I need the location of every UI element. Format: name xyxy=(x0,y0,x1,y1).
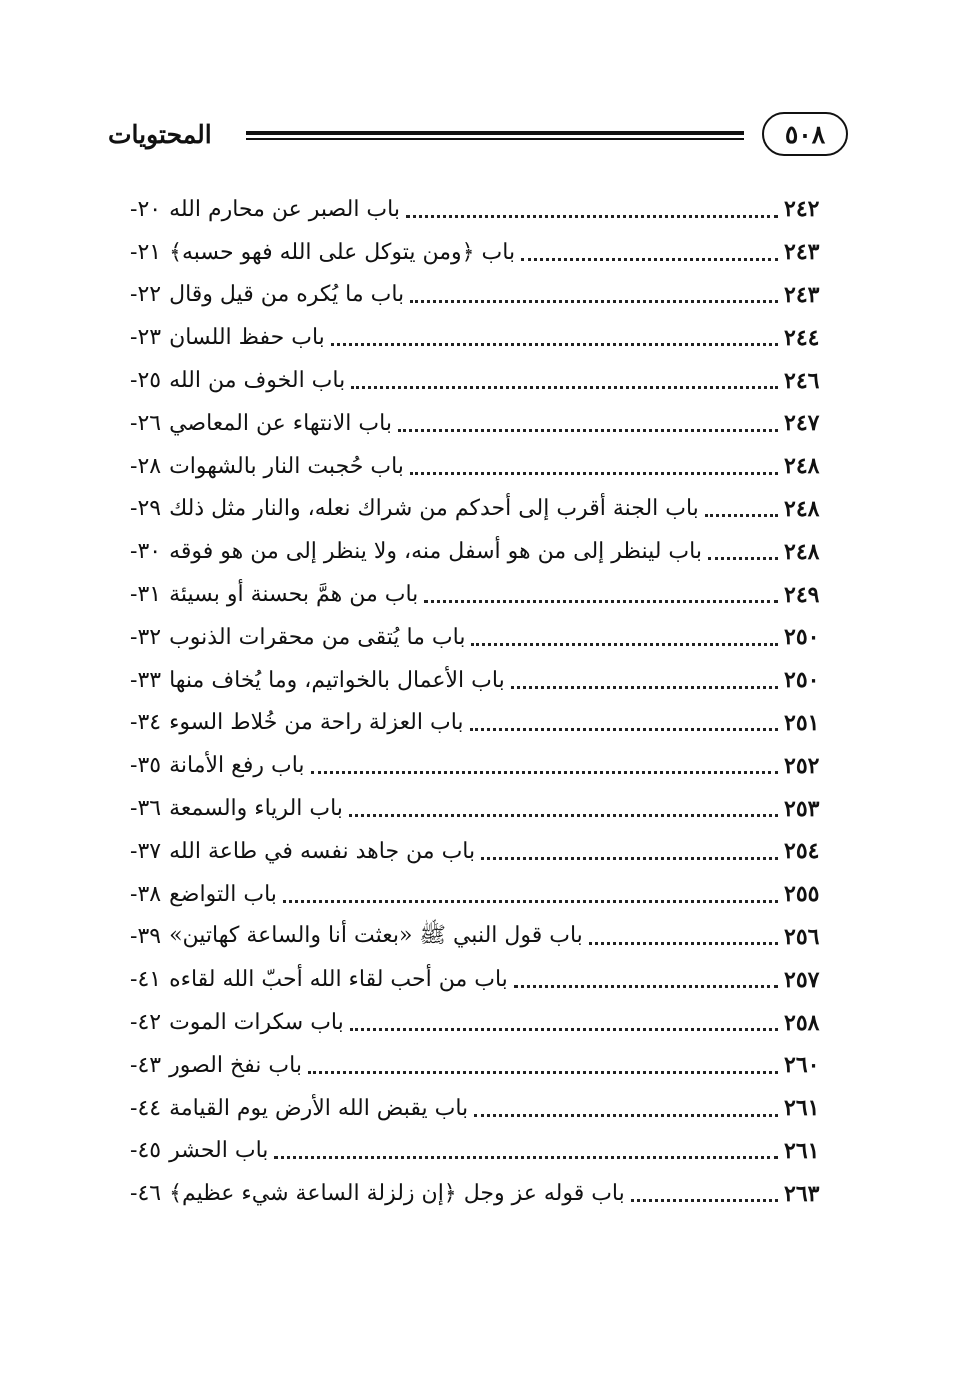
toc-entry xyxy=(120,573,842,616)
toc-entry-text xyxy=(120,325,784,350)
toc-entry-number: ٤١- xyxy=(130,967,162,993)
toc-entry xyxy=(120,744,842,787)
toc-entry-title: باب الجنة أقرب إلى أحدكم من شراك نعله، والنار مثل ذلك xyxy=(169,496,699,522)
dot-leader xyxy=(274,1150,778,1159)
toc-entry xyxy=(120,958,842,1001)
toc-entry-title: باب ما يُكره من قيل وقال xyxy=(169,282,405,308)
toc-entry-page: ٢٥٧ xyxy=(784,966,820,993)
toc-entry xyxy=(120,1172,842,1215)
header-rule-thin xyxy=(246,138,744,140)
toc-entry-text xyxy=(120,240,784,265)
dot-leader xyxy=(406,209,778,218)
toc-entry-text xyxy=(120,882,784,907)
toc-entry-page: ٢٤٧ xyxy=(784,410,820,437)
toc-entry-number: ٤٣- xyxy=(130,1052,162,1078)
dot-leader xyxy=(705,508,778,517)
toc-entry-number: ٣٧- xyxy=(130,838,162,864)
dot-leader xyxy=(308,1065,778,1074)
toc-entry-title: باب سكرات الموت xyxy=(169,1010,344,1036)
dot-leader xyxy=(283,894,778,903)
dot-leader xyxy=(410,294,778,303)
toc-entry xyxy=(120,659,842,702)
toc-entry-page: ٢٤٣ xyxy=(784,239,820,266)
toc-entry xyxy=(120,702,842,745)
toc-entry-text xyxy=(120,411,784,436)
toc-entry-number: ٣٢- xyxy=(130,624,162,650)
toc-entry-text xyxy=(120,1181,784,1206)
toc-entry-number: ٣٨- xyxy=(130,881,162,907)
toc-entry-title: باب حفظ اللسان xyxy=(169,325,325,351)
toc-entry-text xyxy=(120,282,784,307)
toc-entry-text xyxy=(120,1138,784,1163)
toc-entry-page: ٢٥٦ xyxy=(784,923,820,950)
toc-entry-text xyxy=(120,368,784,393)
toc-entry-title: باب الرياء والسمعة xyxy=(169,796,343,822)
toc-entry-page: ٢٥٢ xyxy=(784,752,820,779)
toc-entry xyxy=(120,1044,842,1087)
toc-entry xyxy=(120,402,842,445)
toc-entry-page: ٢٥٨ xyxy=(784,1009,820,1036)
toc-entry-number: ٣٦- xyxy=(130,796,162,822)
dot-leader xyxy=(708,551,778,560)
page-number: ٥٠٨ xyxy=(762,112,848,156)
toc-entry-page: ٢٥٠ xyxy=(784,624,820,651)
dot-leader xyxy=(424,594,778,603)
toc-entry-title: باب الانتهاء عن المعاصي xyxy=(169,410,392,436)
toc-entry-title: باب الأعمال بالخواتيم، وما يُخاف منها xyxy=(169,667,505,693)
toc-entry xyxy=(120,188,842,231)
toc-entry-number: ٤٦- xyxy=(130,1181,162,1207)
toc-entry-number: ٢٣- xyxy=(130,325,162,351)
toc-entry-number: ٢٥- xyxy=(130,368,162,394)
dot-leader xyxy=(631,1193,778,1202)
toc-entry-page: ٢٤٤ xyxy=(784,324,820,351)
toc-entry-text xyxy=(120,1010,784,1035)
toc-entry-text xyxy=(120,1096,784,1121)
toc-entry-title: باب العزلة راحة من خُلاط السوء xyxy=(169,710,464,736)
toc-entry-title: باب قوله عز وجل ﴿إن زلزلة الساعة شيء عظيم﴾ xyxy=(169,1181,625,1207)
dot-leader xyxy=(470,722,778,731)
toc-entry-page: ٢٤٨ xyxy=(784,453,820,480)
dot-leader xyxy=(398,423,778,432)
toc-entry xyxy=(120,231,842,274)
toc-entry-number: ٢٨- xyxy=(130,453,162,479)
toc-entry-text xyxy=(120,539,784,564)
toc-entry-text xyxy=(120,967,784,992)
toc-entry xyxy=(120,445,842,488)
toc-entry-page: ٢٦١ xyxy=(784,1137,820,1164)
dot-leader xyxy=(349,808,778,817)
dot-leader xyxy=(589,936,778,945)
toc-entry-page: ٢٤٩ xyxy=(784,581,820,608)
toc-entry-page: ٢٤٨ xyxy=(784,495,820,522)
toc-entry-title: باب الخوف من الله xyxy=(169,368,346,394)
toc-entry xyxy=(120,830,842,873)
toc-entry-number: ٤٤- xyxy=(130,1095,162,1121)
toc-entry-number: ٢١- xyxy=(130,239,162,265)
dot-leader xyxy=(351,380,778,389)
dot-leader xyxy=(410,466,778,475)
toc-entry-page: ٢٥٥ xyxy=(784,881,820,908)
toc-entry-page: ٢٥٤ xyxy=(784,838,820,865)
dot-leader xyxy=(311,765,778,774)
toc-entry-page: ٢٤٦ xyxy=(784,367,820,394)
toc-entry-page: ٢٦١ xyxy=(784,1095,820,1122)
toc-entry-text xyxy=(120,796,784,821)
toc-entry-title: باب من أحب لقاء الله أحبّ الله لقاءه xyxy=(169,967,508,993)
toc-entry xyxy=(120,873,842,916)
toc-entry-number: ٢٦- xyxy=(130,410,162,436)
toc-entry-page: ٢٥٠ xyxy=(784,667,820,694)
toc-entry xyxy=(120,1087,842,1130)
dot-leader xyxy=(521,252,778,261)
dot-leader xyxy=(514,979,778,988)
toc-entry-page: ٢٥١ xyxy=(784,709,820,736)
toc-entry-number: ٣٠- xyxy=(130,539,162,565)
toc-entry-number: ٣١- xyxy=(130,582,162,608)
toc-entry-number: ٣٣- xyxy=(130,667,162,693)
toc-entry-number: ٢٩- xyxy=(130,496,162,522)
dot-leader xyxy=(350,1022,778,1031)
toc-entry-number: ٤٢- xyxy=(130,1010,162,1036)
toc-entry-title: باب ما يُتقى من محقرات الذنوب xyxy=(169,624,466,650)
toc-entry-text xyxy=(120,710,784,735)
toc-entry-title: باب قول النبي ﷺ «بعثت أنا والساعة كهاتين» xyxy=(169,922,583,948)
toc-entry-text xyxy=(120,753,784,778)
toc-entry-number: ٣٥- xyxy=(130,753,162,779)
dot-leader xyxy=(511,680,778,689)
toc-entry-text xyxy=(120,668,784,693)
page-header xyxy=(108,108,848,164)
toc-entry-page: ٢٥٣ xyxy=(784,795,820,822)
toc-entry xyxy=(120,316,842,359)
toc-entry xyxy=(120,1001,842,1044)
toc-entry-page: ٢٦٣ xyxy=(784,1180,820,1207)
toc-entry-text xyxy=(120,496,784,521)
dot-leader xyxy=(481,851,778,860)
dot-leader xyxy=(471,637,778,646)
header-rule xyxy=(246,128,744,142)
toc-entry-title: باب ﴿ومن يتوكل على الله فهو حسبه﴾ xyxy=(169,239,516,265)
toc-entry-page: ٢٤٣ xyxy=(784,281,820,308)
toc-entry xyxy=(120,274,842,317)
toc-entry-number: ٣٩- xyxy=(130,924,162,950)
toc-entry-number: ٢٠- xyxy=(130,196,162,222)
toc-entry-title: باب نفخ الصور xyxy=(169,1052,302,1078)
table-of-contents xyxy=(120,188,842,1215)
toc-entry-text xyxy=(120,921,784,953)
toc-entry-text xyxy=(120,582,784,607)
toc-entry-number: ٣٤- xyxy=(130,710,162,736)
toc-entry-title: باب الصبر عن محارم الله xyxy=(169,196,400,222)
toc-entry xyxy=(120,488,842,531)
toc-entry-title: باب حُجبت النار بالشهوات xyxy=(169,453,404,479)
toc-entry-title: باب من جاهد نفسه في طاعة الله xyxy=(169,838,476,864)
toc-entry-title: باب لينظر إلى من هو أسفل منه، ولا ينظر إلى من هو فوقه xyxy=(169,539,702,565)
toc-entry-number: ٢٢- xyxy=(130,282,162,308)
dot-leader xyxy=(331,337,778,346)
toc-entry-title: باب التواضع xyxy=(169,881,277,907)
toc-entry-page: ٢٦٠ xyxy=(784,1052,820,1079)
toc-entry xyxy=(120,530,842,573)
toc-entry-number: ٤٥- xyxy=(130,1138,162,1164)
toc-entry-page: ٢٤٢ xyxy=(784,196,820,223)
toc-entry-text xyxy=(120,625,784,650)
toc-entry-text xyxy=(120,1053,784,1078)
dot-leader xyxy=(474,1108,778,1117)
toc-entry xyxy=(120,1130,842,1173)
toc-entry-title: باب رفع الأمانة xyxy=(169,753,305,779)
toc-entry xyxy=(120,916,842,959)
section-title: المحتويات xyxy=(108,120,212,149)
header-rule-thick xyxy=(246,131,744,135)
toc-entry-title: باب يقبض الله الأرض يوم القيامة xyxy=(169,1095,469,1121)
toc-entry-title: باب الحشر xyxy=(169,1138,269,1164)
toc-entry-text xyxy=(120,839,784,864)
toc-entry xyxy=(120,616,842,659)
toc-entry xyxy=(120,359,842,402)
toc-entry-title: باب من همَّ بحسنة أو بسيئة xyxy=(169,582,419,608)
toc-entry-page: ٢٤٨ xyxy=(784,538,820,565)
toc-entry xyxy=(120,787,842,830)
toc-entry-text xyxy=(120,454,784,479)
toc-entry-text xyxy=(120,197,784,222)
